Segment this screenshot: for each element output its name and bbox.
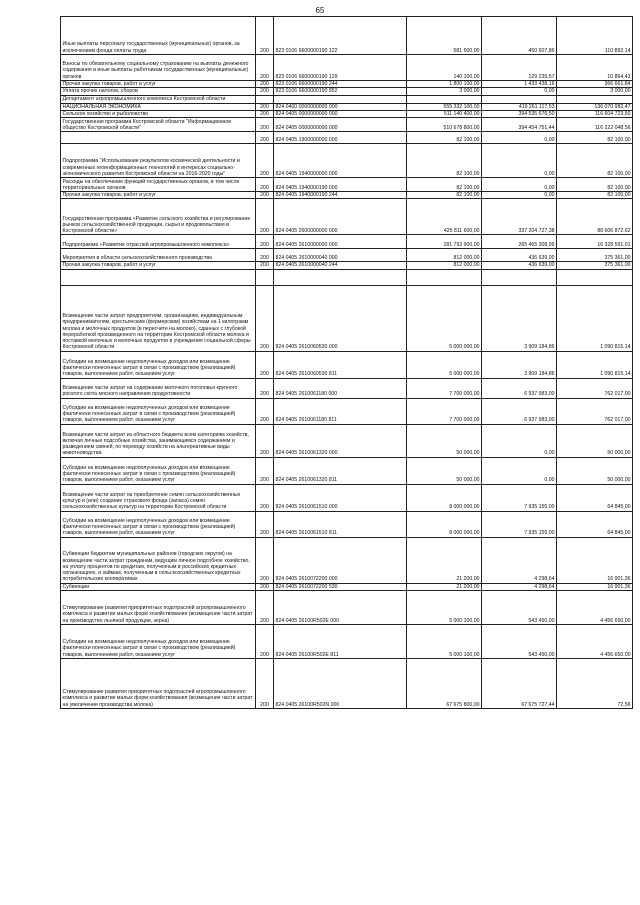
row-exec-cell: 0,00 xyxy=(482,178,557,192)
row-code-cell: 824 0405 26100R502N 000 xyxy=(274,659,407,709)
row-plan-cell: 82 100,00 xyxy=(407,178,482,192)
table-row xyxy=(61,55,633,81)
row-rest-cell: 762 017,00 xyxy=(557,378,633,398)
row-rest-cell: 1 090 815,14 xyxy=(557,285,633,351)
row-code-cell: 824 0405 26100R502E 811 xyxy=(274,625,407,659)
row-grbs-cell: 200 xyxy=(256,235,274,249)
row-grbs-cell: 200 xyxy=(256,484,274,511)
row-code-cell: 823 0106 6600000190 129 xyxy=(274,55,407,81)
row-grbs-cell: 200 xyxy=(256,199,274,235)
row-code-cell: 824 0405 1900000000 000 xyxy=(274,132,407,144)
row-grbs-cell: 200 xyxy=(256,118,274,132)
row-rest-cell: 3 000,00 xyxy=(557,88,633,95)
row-rest-cell: 64 845,00 xyxy=(557,511,633,537)
row-plan-cell: 7 700 000,00 xyxy=(407,378,482,398)
row-rest-cell: 366 661,84 xyxy=(557,81,633,88)
row-code-cell: 824 0405 2610061510 811 xyxy=(274,511,407,537)
table-row xyxy=(61,511,633,537)
row-plan-cell: 7 700 000,00 xyxy=(407,398,482,424)
row-plan-cell: 8 000 000,00 xyxy=(407,484,482,511)
row-code-cell xyxy=(274,95,407,103)
row-exec-cell: 4 298,64 xyxy=(482,583,557,590)
row-plan-cell: 5 000 000,00 xyxy=(407,351,482,378)
row-exec-cell: 394 454 751,44 xyxy=(482,118,557,132)
table-row xyxy=(61,235,633,249)
row-name-cell: Субвенции бюджетам муниципальных районов (городских округов) на возмещение части затрат гражданам, ведущим личное подсобное хозяйство, на уплату процентов по кредитам, полученным в российских кредитных организациях, и займам, полученным в сельскохозяйственных кредитных потребительских кооперативах xyxy=(61,537,256,583)
row-name-cell: Прочая закупка товаров, работ и услуг xyxy=(61,81,256,88)
row-plan-cell: 812 000,00 xyxy=(407,262,482,269)
row-plan-cell: 50 000,00 xyxy=(407,457,482,484)
row-rest-cell: 116 222 048,56 xyxy=(557,118,633,132)
row-plan-cell: 5 000 100,00 xyxy=(407,625,482,659)
row-exec-cell: 3 909 184,86 xyxy=(482,285,557,351)
table-row xyxy=(61,269,633,285)
table-row xyxy=(61,81,633,88)
row-plan-cell: 3 000,00 xyxy=(407,88,482,95)
row-rest-cell: 82 100,00 xyxy=(557,192,633,199)
row-rest-cell: 4 456 650,00 xyxy=(557,591,633,625)
row-code-cell: 824 0405 2610061510 000 xyxy=(274,484,407,511)
row-rest-cell: 82 100,00 xyxy=(557,144,633,178)
row-rest-cell: 110 892,14 xyxy=(557,17,633,55)
table-row xyxy=(61,591,633,625)
row-exec-cell xyxy=(482,269,557,285)
row-rest-cell: 4 456 650,00 xyxy=(557,625,633,659)
row-rest-cell: 375 361,00 xyxy=(557,262,633,269)
row-name-cell: Уплата прочих налогов, сборов xyxy=(61,88,256,95)
table-row xyxy=(61,285,633,351)
row-code-cell: 824 0405 2610072200 000 xyxy=(274,537,407,583)
row-code-cell: 824 0405 1940000190 244 xyxy=(274,192,407,199)
row-grbs-cell: 200 xyxy=(256,285,274,351)
row-grbs-cell: 200 xyxy=(256,659,274,709)
row-plan-cell: 510 678 800,00 xyxy=(407,118,482,132)
row-code-cell: 824 0405 2610061320 811 xyxy=(274,457,407,484)
row-name-cell: Департамент агропромышленного комплекса Костромской области xyxy=(61,95,256,103)
row-name-cell: Стимулирование развития приоритетных подотраслей агропромышленного комплекса и развитие малых форм хозяйствования (возмещение части затрат на производство льняной продукции, зерна) xyxy=(61,591,256,625)
row-rest-cell: 50 000,00 xyxy=(557,457,633,484)
row-exec-cell: 6 937 983,00 xyxy=(482,398,557,424)
row-name-cell: Возмещение части затрат из областного бюджета всем категориям хозяйств, включая личные подсобные хозяйства, занимающимся содержанием и разведением свиней, по переводу хозяйств на альтернативные виды животноводства xyxy=(61,424,256,457)
row-rest-cell: 16 328 591,01 xyxy=(557,235,633,249)
row-rest-cell xyxy=(557,95,633,103)
row-grbs-cell: 200 xyxy=(256,178,274,192)
row-code-cell: 824 0405 2610000000 000 xyxy=(274,235,407,249)
page-number: 65 xyxy=(315,6,325,15)
row-name-cell: Стимулирование развития приоритетных подотраслей агропромышленного комплекса и развитие малых форм хозяйствования (возмещение части затрат на увеличение производства молока) xyxy=(61,659,256,709)
table-row xyxy=(61,95,633,103)
row-grbs-cell: 200 xyxy=(256,192,274,199)
row-name-cell: Взносы по обязательному социальному страхованию на выплаты денежного содержания и иные выплаты работникам государственных (муниципальных) органов xyxy=(61,55,256,81)
row-plan-cell: 5 000 100,00 xyxy=(407,591,482,625)
table-row xyxy=(61,351,633,378)
row-name-cell: НАЦИОНАЛЬНАЯ ЭКОНОМИКА xyxy=(61,103,256,110)
row-rest-cell: 375 361,00 xyxy=(557,249,633,262)
table-row xyxy=(61,625,633,659)
row-code-cell: 824 0405 0000000000 000 xyxy=(274,118,407,132)
row-exec-cell: 7 935 155,00 xyxy=(482,511,557,537)
row-name-cell: Субсидии на возмещение недополученных доходов или возмещение фактически понесенных затрат в связи с производством (реализацией) товаров, выполнением работ, оказанием услуг xyxy=(61,398,256,424)
row-grbs-cell: 200 xyxy=(256,537,274,583)
row-name-cell: Возмещение части затрат предприятиям, организациям, индивидуальным предпринимателям, крестьянским (фермерским) хозяйствам на 1 килограмм молока и молочных продуктов (в пересчете на молоко), сданных с глубокой переработкой произведенного на территории Костромской области молока и поставкой молочных и молочных продуктов в учреждения социальной сферы Костромской области xyxy=(61,285,256,351)
row-name-cell: Субвенции xyxy=(61,583,256,590)
row-grbs-cell: 200 xyxy=(256,144,274,178)
row-code-cell: 824 0405 2610000040 000 xyxy=(274,249,407,262)
row-grbs-cell: 200 xyxy=(256,81,274,88)
row-code-cell: 824 0405 2610061180 811 xyxy=(274,398,407,424)
row-exec-cell: 394 535 676,50 xyxy=(482,110,557,117)
row-exec-cell: 129 235,57 xyxy=(482,55,557,81)
row-exec-cell: 265 465 308,99 xyxy=(482,235,557,249)
row-name-cell xyxy=(61,132,256,144)
row-code-cell: 823 0106 6600000190 244 xyxy=(274,81,407,88)
row-grbs-cell: 200 xyxy=(256,583,274,590)
row-exec-cell: 436 639,00 xyxy=(482,249,557,262)
row-exec-cell: 4 298,64 xyxy=(482,537,557,583)
table-row xyxy=(61,118,633,132)
table-row xyxy=(61,424,633,457)
row-exec-cell: 450 607,86 xyxy=(482,17,557,55)
row-plan-cell: 21 200,00 xyxy=(407,537,482,583)
row-grbs-cell: 200 xyxy=(256,262,274,269)
row-name-cell: Возмещение части затрат на приобретение семян сельскохозяйственных культур и (или) создание страхового фонда (запаса) семян сельскохозяйственных культур на территории Костромской области xyxy=(61,484,256,511)
row-exec-cell: 3 909 184,86 xyxy=(482,351,557,378)
table-row xyxy=(61,144,633,178)
table-row xyxy=(61,457,633,484)
row-code-cell: 824 0405 2610060530 811 xyxy=(274,351,407,378)
row-exec-cell: 67 675 727,44 xyxy=(482,659,557,709)
row-code-cell: 823 0106 6600000190 122 xyxy=(274,17,407,55)
row-exec-cell: 0,00 xyxy=(482,424,557,457)
row-plan-cell: 812 000,00 xyxy=(407,249,482,262)
row-plan-cell: 5 000 000,00 xyxy=(407,285,482,351)
row-exec-cell: 0,00 xyxy=(482,192,557,199)
row-grbs-cell: 200 xyxy=(256,591,274,625)
row-code-cell: 824 0405 2600000000 000 xyxy=(274,199,407,235)
table-row xyxy=(61,88,633,95)
row-name-cell: Возмещение части затрат на содержание маточного поголовья крупного рогатого скота мясного направления продуктивности xyxy=(61,378,256,398)
row-code-cell: 824 0405 26100R502E 000 xyxy=(274,591,407,625)
row-rest-cell: 82 100,00 xyxy=(557,132,633,144)
row-name-cell: Субсидии на возмещение недополученных доходов или возмещение фактически понесенных затрат в связи с производством (реализацией) товаров, выполнением работ, оказанием услуг xyxy=(61,511,256,537)
row-rest-cell: 88 606 872,62 xyxy=(557,199,633,235)
row-name-cell: Государственная программа «Развитие сельского хозяйства и регулирование рынков сельскохозяйственной продукции, сырья и продовольствия в Костромской области» xyxy=(61,199,256,235)
row-code-cell: 824 0405 1940000000 000 xyxy=(274,144,407,178)
row-name-cell: Подпрограмма «Развитие отраслей агропромышленного комплекса» xyxy=(61,235,256,249)
row-name-cell xyxy=(61,269,256,285)
table-row xyxy=(61,17,633,55)
row-exec-cell: 337 204 727,38 xyxy=(482,199,557,235)
row-grbs-cell: 200 xyxy=(256,424,274,457)
row-plan-cell: 555 332 100,00 xyxy=(407,103,482,110)
row-grbs-cell: 200 xyxy=(256,55,274,81)
row-code-cell: 824 0405 2610061180 000 xyxy=(274,378,407,398)
row-plan-cell: 581 500,00 xyxy=(407,17,482,55)
table-row xyxy=(61,110,633,117)
row-grbs-cell: 200 xyxy=(256,351,274,378)
row-code-cell xyxy=(274,269,407,285)
row-exec-cell: 419 261 117,53 xyxy=(482,103,557,110)
row-code-cell: 824 0405 2610061320 000 xyxy=(274,424,407,457)
row-grbs-cell: 200 xyxy=(256,378,274,398)
row-name-cell: Субсидии на возмещение недополученных доходов или возмещение фактически понесенных затрат в связи с производством (реализацией) товаров, выполнением работ, оказанием услуг xyxy=(61,625,256,659)
row-name-cell: Мероприятия в области сельскохозяйственного производства xyxy=(61,249,256,262)
table-row xyxy=(61,484,633,511)
row-plan-cell: 1 800 100,00 xyxy=(407,81,482,88)
row-plan-cell xyxy=(407,95,482,103)
row-exec-cell xyxy=(482,95,557,103)
row-rest-cell: 72,56 xyxy=(557,659,633,709)
row-name-cell: Расходы на обеспечение функций государственных органов, в том числе территориальных органов xyxy=(61,178,256,192)
row-code-cell: 824 0405 1940000190 000 xyxy=(274,178,407,192)
table-row xyxy=(61,192,633,199)
row-exec-cell: 7 935 155,00 xyxy=(482,484,557,511)
row-name-cell: Прочая закупка товаров, работ и услуг xyxy=(61,262,256,269)
table-body xyxy=(61,17,633,709)
row-plan-cell: 82 100,00 xyxy=(407,192,482,199)
row-plan-cell: 21 200,00 xyxy=(407,583,482,590)
row-rest-cell: 82 100,00 xyxy=(557,178,633,192)
row-grbs-cell: 200 xyxy=(256,398,274,424)
table-row xyxy=(61,378,633,398)
row-code-cell: 823 0106 6600000190 852 xyxy=(274,88,407,95)
row-plan-cell: 281 793 900,00 xyxy=(407,235,482,249)
row-name-cell: Субсидии на возмещение недополученных доходов или возмещение фактически понесенных затрат в связи с производством (реализацией) товаров, выполнением работ, оказанием услуг xyxy=(61,457,256,484)
table-row xyxy=(61,103,633,110)
row-grbs-cell: 200 xyxy=(256,88,274,95)
row-exec-cell: 0,00 xyxy=(482,457,557,484)
row-exec-cell: 0,00 xyxy=(482,144,557,178)
row-rest-cell xyxy=(557,269,633,285)
row-plan-cell xyxy=(407,269,482,285)
row-plan-cell: 82 100,00 xyxy=(407,144,482,178)
row-exec-cell: 436 639,00 xyxy=(482,262,557,269)
table-row xyxy=(61,659,633,709)
row-rest-cell: 16 901,36 xyxy=(557,537,633,583)
row-plan-cell: 140 100,00 xyxy=(407,55,482,81)
row-exec-cell: 6 937 983,00 xyxy=(482,378,557,398)
row-grbs-cell: 200 xyxy=(256,132,274,144)
row-code-cell: 824 0405 2610072200 530 xyxy=(274,583,407,590)
row-rest-cell: 762 017,00 xyxy=(557,398,633,424)
row-rest-cell: 50 000,00 xyxy=(557,424,633,457)
table-row xyxy=(61,398,633,424)
row-rest-cell: 16 901,36 xyxy=(557,583,633,590)
row-plan-cell: 67 675 800,00 xyxy=(407,659,482,709)
table-row xyxy=(61,132,633,144)
row-exec-cell: 0,00 xyxy=(482,132,557,144)
table-row xyxy=(61,583,633,590)
row-grbs-cell: 200 xyxy=(256,17,274,55)
row-plan-cell: 511 140 400,00 xyxy=(407,110,482,117)
row-code-cell: 824 0400 0000000000 000 xyxy=(274,103,407,110)
row-exec-cell: 0,00 xyxy=(482,88,557,95)
row-exec-cell: 1 433 438,16 xyxy=(482,81,557,88)
row-name-cell: Сельское хозяйство и рыболовство xyxy=(61,110,256,117)
row-grbs-cell: 200 xyxy=(256,103,274,110)
row-code-cell: 824 0405 0000000000 000 xyxy=(274,110,407,117)
row-code-cell: 824 0405 2610060530 000 xyxy=(274,285,407,351)
budget-execution-table xyxy=(60,16,633,709)
table-row xyxy=(61,249,633,262)
table-row xyxy=(61,262,633,269)
row-grbs-cell: 200 xyxy=(256,511,274,537)
row-plan-cell: 50 000,00 xyxy=(407,424,482,457)
row-grbs-cell: 200 xyxy=(256,457,274,484)
row-plan-cell: 82 100,00 xyxy=(407,132,482,144)
row-rest-cell: 116 604 723,50 xyxy=(557,110,633,117)
row-name-cell: Прочая закупка товаров, работ и услуг xyxy=(61,192,256,199)
row-name-cell: Иные выплаты персоналу государственных (муниципальных) органов, за исключением фонда оплаты труда xyxy=(61,17,256,55)
row-name-cell: Государственная программа Костромской области "Информационное общество Костромской области" xyxy=(61,118,256,132)
row-exec-cell: 543 450,00 xyxy=(482,591,557,625)
table-row xyxy=(61,537,633,583)
row-grbs-cell: 200 xyxy=(256,625,274,659)
row-rest-cell: 10 864,43 xyxy=(557,55,633,81)
row-grbs-cell xyxy=(256,269,274,285)
row-plan-cell: 425 811 600,00 xyxy=(407,199,482,235)
row-name-cell: Подпрограмма "Использование результатов космической деятельности и современных геоинформационных технологий в интересах социально-экономического развития Костромской области на 2016-2020 годы" xyxy=(61,144,256,178)
row-grbs-cell: 200 xyxy=(256,110,274,117)
row-rest-cell: 64 845,00 xyxy=(557,484,633,511)
row-code-cell: 824 0405 2610000040 244 xyxy=(274,262,407,269)
table-row xyxy=(61,199,633,235)
row-rest-cell: 136 070 982,47 xyxy=(557,103,633,110)
row-rest-cell: 1 090 815,14 xyxy=(557,351,633,378)
row-grbs-cell xyxy=(256,95,274,103)
row-grbs-cell: 200 xyxy=(256,249,274,262)
row-exec-cell: 543 450,00 xyxy=(482,625,557,659)
row-plan-cell: 8 000 000,00 xyxy=(407,511,482,537)
row-name-cell: Субсидии на возмещение недополученных доходов или возмещение фактически понесенных затрат в связи с производством (реализацией) товаров, выполнением работ, оказанием услуг xyxy=(61,351,256,378)
table-row xyxy=(61,178,633,192)
